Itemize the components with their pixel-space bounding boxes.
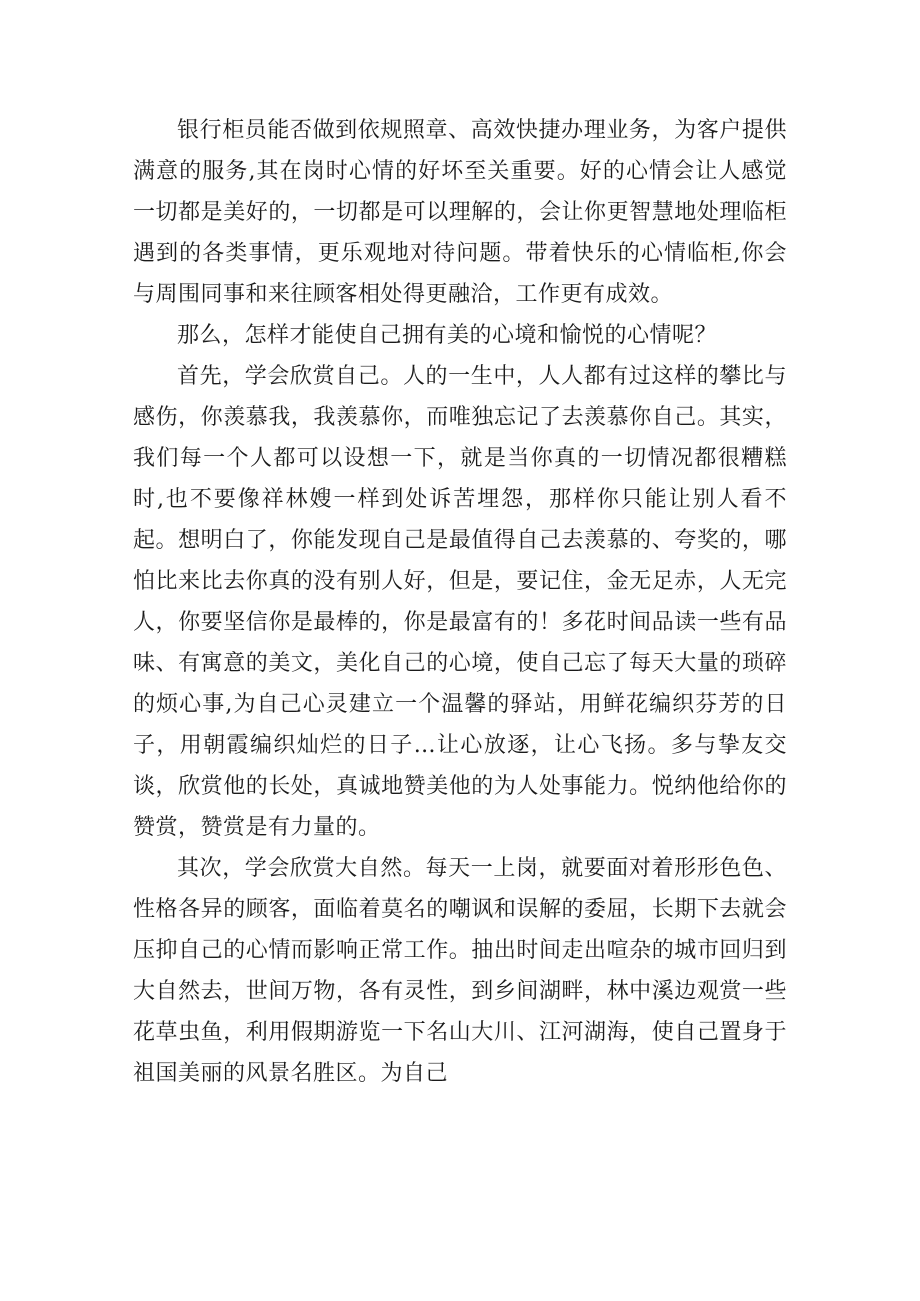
paragraph-second-point: 其次，学会欣赏大自然。每天一上岗，就要面对着形形色色、性格各异的顾客，面临着莫名的嘲讽和误解的委屈，长期下去就会压抑自己的心情而影响正常工作。抽出时间走出喧杂的城市回归到大自然去，世间万物，各有灵性，到乡间湖畔，林中溪边观赏一些花草虫鱼，利用假期游览一下名山大川、江河湖海，使自己置身于祖国美丽的风景名胜区。为自己 [133, 856, 787, 1086]
paragraph-question: 那么，怎样才能使自己拥有美的心境和愉悦的心情呢？ [177, 323, 718, 348]
paragraph-first-point: 首先，学会欣赏自己。人的一生中，人人都有过这样的攀比与感伤，你羡慕我，我羡慕你，而唯独忘记了去羡慕你自己。其实，我们每一个人都可以设想一下，就是当你真的一切情况都很糟糕时,也不要像祥林嫂一样到处诉苦埋怨，那样你只能让别人看不起。想明白了，你能发现自己是最值得自己去羡慕的、夸奖的，哪怕比来比去你真的没有别人好，但是，要记住，金无足赤，人无完人，你要坚信你是最棒的，你是最富有的！多花时间品读一些有品味、有寓意的美文，美化自己的心境，使自己忘了每天大量的琐碎的烦心事,为自己心灵建立一个温馨的驿站，用鲜花编织芬芳的日子，用朝霞编织灿烂的日子…让心放逐，让心飞扬。多与挚友交谈，欣赏他的长处，真诚地赞美他的为人处事能力。悦纳他给你的赞赏，赞赏是有力量的。 [133, 364, 787, 840]
paragraph-intro: 银行柜员能否做到依规照章、高效快捷办理业务，为客户提供满意的服务,其在岗时心情的好坏至关重要。好的心情会让人感觉一切都是美好的，一切都是可以理解的，会让你更智慧地处理临柜遇到的各类事情，更乐观地对待问题。带着快乐的心情临柜,你会与周围同事和来往顾客相处得更融洽，工作更有成效。 [133, 118, 787, 307]
